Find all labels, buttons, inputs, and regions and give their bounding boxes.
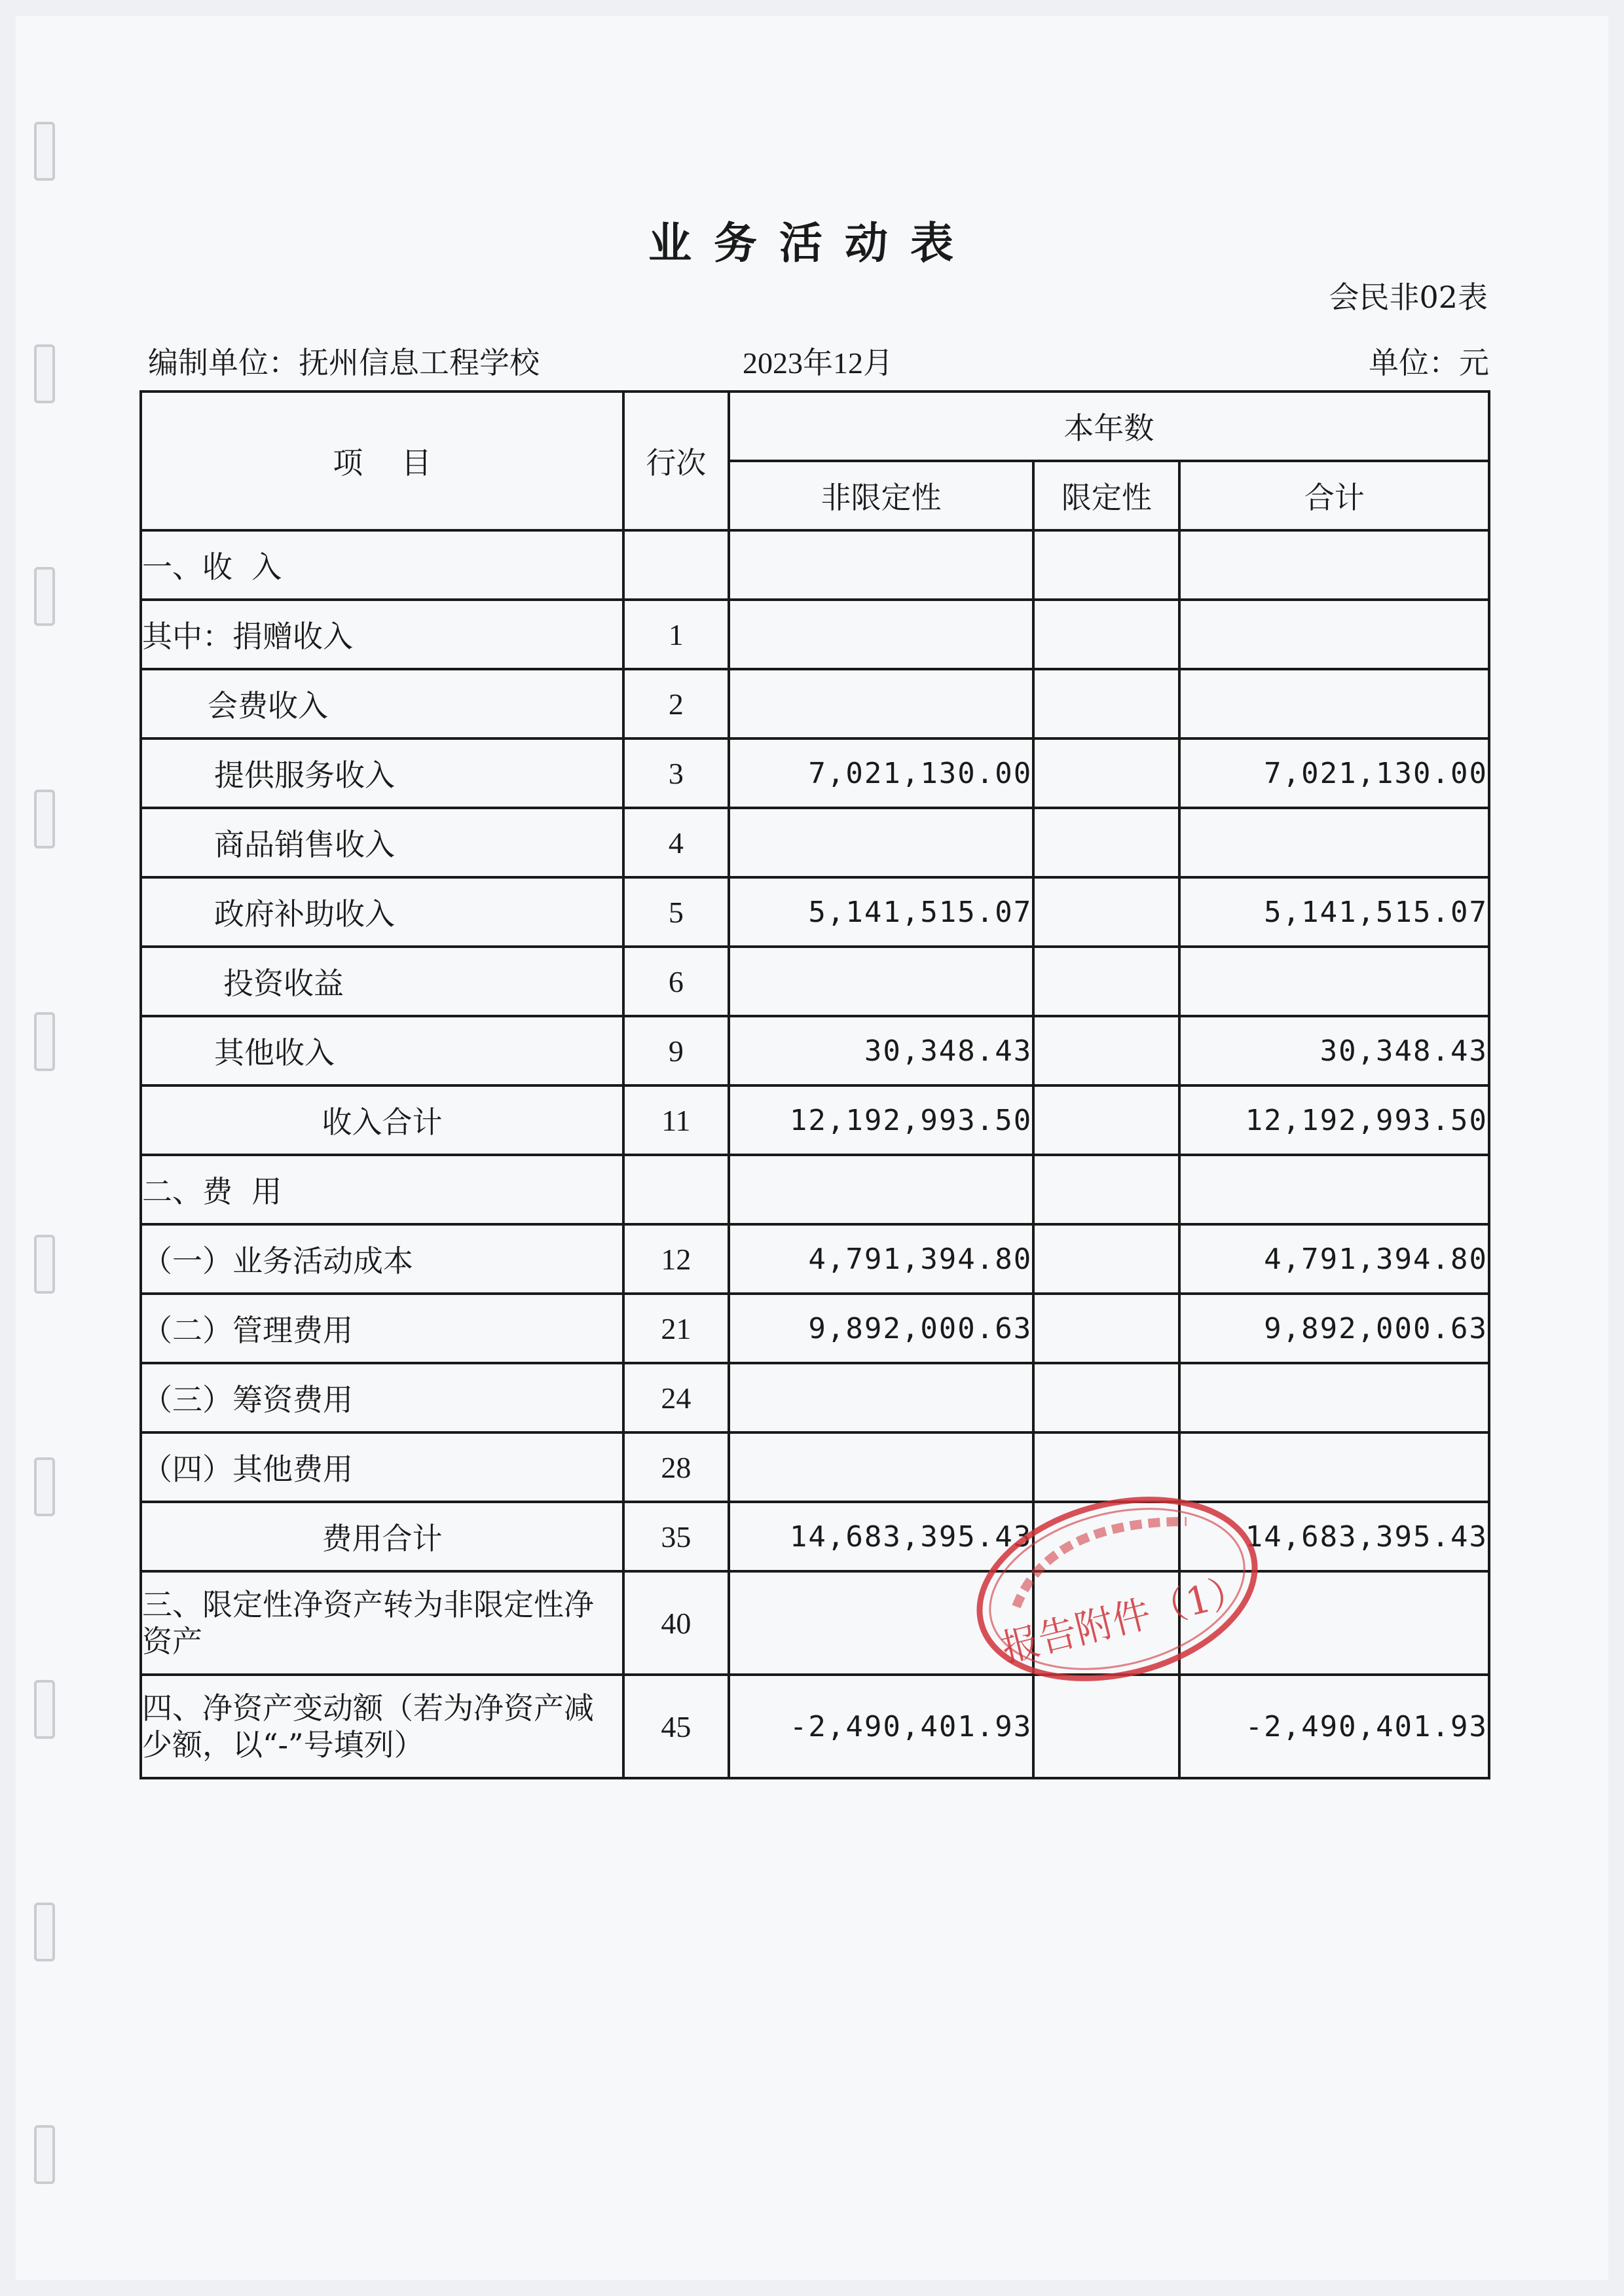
total-value: [1179, 947, 1489, 1016]
restricted-value: [1033, 1675, 1179, 1778]
unrestricted-value: [729, 600, 1033, 669]
row-number: 3: [623, 738, 729, 808]
total-value: [1179, 600, 1489, 669]
row-number: 6: [623, 947, 729, 1016]
binding-hole: [34, 1457, 55, 1516]
row-item: 四、净资产变动额（若为净资产减少额，以“-”号填列）: [141, 1675, 623, 1778]
unrestricted-value: [729, 1432, 1033, 1502]
row-number: 12: [623, 1224, 729, 1294]
row-number: 24: [623, 1363, 729, 1432]
row-item: 一、收 入: [141, 530, 623, 600]
table-row: [141, 1502, 1489, 1571]
row-number: 45: [623, 1675, 729, 1778]
table-row: [141, 1432, 1489, 1502]
restricted-value: [1033, 1363, 1179, 1432]
unrestricted-value: 7,021,130.00: [729, 738, 1033, 808]
binding-hole: [34, 122, 55, 181]
table-row: [141, 1675, 1489, 1778]
unrestricted-value: [729, 669, 1033, 738]
row-item: （三）筹资费用: [141, 1363, 623, 1432]
row-number: 1: [623, 600, 729, 669]
row-item: 费用合计: [141, 1502, 623, 1571]
row-number: 40: [623, 1571, 729, 1675]
unrestricted-value: 30,348.43: [729, 1016, 1033, 1085]
row-number: 35: [623, 1502, 729, 1571]
table-row: [141, 600, 1489, 669]
total-value: 4,791,394.80: [1179, 1224, 1489, 1294]
binding-hole: [34, 2125, 55, 2184]
header-unrestricted: 非限定性: [729, 461, 1033, 530]
unrestricted-value: 14,683,395.43: [729, 1502, 1033, 1571]
table-row: [141, 808, 1489, 877]
unrestricted-value: [729, 1155, 1033, 1224]
table-row: [141, 530, 1489, 600]
table-row: [141, 1085, 1489, 1155]
reporting-entity: 编制单位：抚州信息工程学校: [148, 345, 540, 380]
header-current-year: 本年数: [729, 392, 1489, 461]
row-number: 21: [623, 1294, 729, 1363]
report-meta: [148, 339, 1489, 378]
row-item: （一）业务活动成本: [141, 1224, 623, 1294]
row-number: 4: [623, 808, 729, 877]
restricted-value: [1033, 947, 1179, 1016]
row-item: （四）其他费用: [141, 1432, 623, 1502]
row-item: 提供服务收入: [141, 738, 623, 808]
restricted-value: [1033, 738, 1179, 808]
table-row: [141, 1294, 1489, 1363]
unrestricted-value: 4,791,394.80: [729, 1224, 1033, 1294]
binding-hole: [34, 790, 55, 848]
total-value: [1179, 1432, 1489, 1502]
row-item: 商品销售收入: [141, 808, 623, 877]
unrestricted-value: [729, 530, 1033, 600]
row-item: 政府补助收入: [141, 877, 623, 947]
restricted-value: [1033, 1016, 1179, 1085]
binding-hole: [34, 1235, 55, 1294]
binding-hole: [34, 1012, 55, 1071]
restricted-value: [1033, 669, 1179, 738]
seal-text: 报告附件（1）: [997, 1567, 1253, 1671]
restricted-value: [1033, 808, 1179, 877]
row-item: 会费收入: [141, 669, 623, 738]
header-total: 合计: [1179, 461, 1489, 530]
unrestricted-value: -2,490,401.93: [729, 1675, 1033, 1778]
restricted-value: [1033, 877, 1179, 947]
report-period: 2023年12月: [743, 346, 893, 380]
currency-unit: 单位：元: [1369, 345, 1489, 380]
header-item: 项 目: [141, 392, 623, 530]
unrestricted-value: 9,892,000.63: [729, 1294, 1033, 1363]
restricted-value: [1033, 530, 1179, 600]
header-restricted: 限定性: [1033, 461, 1179, 530]
total-value: 12,192,993.50: [1179, 1085, 1489, 1155]
table-row: [141, 669, 1489, 738]
total-value: [1179, 530, 1489, 600]
restricted-value: [1033, 1294, 1179, 1363]
unrestricted-value: [729, 947, 1033, 1016]
total-value: [1179, 808, 1489, 877]
row-number: 11: [623, 1085, 729, 1155]
row-number: 28: [623, 1432, 729, 1502]
restricted-value: [1033, 600, 1179, 669]
row-item: 其中：捐赠收入: [141, 600, 623, 669]
unrestricted-value: 12,192,993.50: [729, 1085, 1033, 1155]
total-value: -2,490,401.93: [1179, 1675, 1489, 1778]
unrestricted-value: [729, 808, 1033, 877]
total-value: 7,021,130.00: [1179, 738, 1489, 808]
row-item: 其他收入: [141, 1016, 623, 1085]
row-item: 投资收益: [141, 947, 623, 1016]
table-row: [141, 1155, 1489, 1224]
row-number: 9: [623, 1016, 729, 1085]
total-value: 14,683,395.43: [1179, 1502, 1489, 1571]
restricted-value: [1033, 1155, 1179, 1224]
table-row: [141, 1363, 1489, 1432]
table-row: [141, 1224, 1489, 1294]
header-row-number: 行次: [623, 392, 729, 530]
total-value: [1179, 1155, 1489, 1224]
row-number: [623, 1155, 729, 1224]
total-value: 5,141,515.07: [1179, 877, 1489, 947]
binding-hole: [34, 567, 55, 626]
table-row: [141, 877, 1489, 947]
form-number: 会民非02表: [1329, 280, 1488, 315]
row-number: 5: [623, 877, 729, 947]
row-item: 二、费 用: [141, 1155, 623, 1224]
unrestricted-value: 5,141,515.07: [729, 877, 1033, 947]
row-number: [623, 530, 729, 600]
table-row: [141, 1571, 1489, 1675]
table-row: [141, 947, 1489, 1016]
binding-hole: [34, 344, 55, 403]
total-value: [1179, 669, 1489, 738]
row-item: 三、限定性净资产转为非限定性净资产: [141, 1571, 623, 1675]
table-row: [141, 1016, 1489, 1085]
document-title: 业务活动表: [648, 217, 976, 268]
activity-statement-table: [139, 390, 1490, 1779]
official-seal-stamp: [970, 1495, 1264, 1683]
row-item: （二）管理费用: [141, 1294, 623, 1363]
total-value: [1179, 1363, 1489, 1432]
restricted-value: [1033, 1224, 1179, 1294]
total-value: 30,348.43: [1179, 1016, 1489, 1085]
binding-hole: [34, 1903, 55, 1961]
unrestricted-value: [729, 1363, 1033, 1432]
row-number: 2: [623, 669, 729, 738]
table-row: [141, 738, 1489, 808]
total-value: 9,892,000.63: [1179, 1294, 1489, 1363]
restricted-value: [1033, 1432, 1179, 1502]
restricted-value: [1033, 1085, 1179, 1155]
row-item: 收入合计: [141, 1085, 623, 1155]
binding-hole: [34, 1680, 55, 1739]
